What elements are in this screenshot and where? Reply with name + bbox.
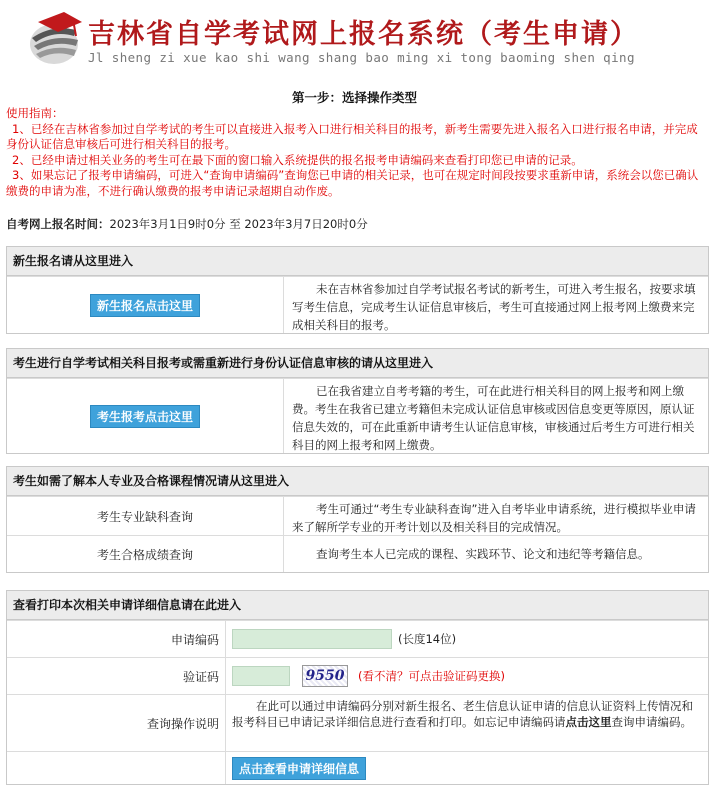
registration-time	[6, 216, 368, 232]
section-heading: 考生如需了解本人专业及合格课程情况请从这里进入	[7, 467, 708, 496]
registration-time-value: 2023年3月1日9时0分 至 2023年3月7日20时0分	[109, 217, 368, 231]
new-student-section	[6, 246, 709, 334]
view-details-button[interactable]: 点击查看申请详细信息	[232, 757, 366, 780]
new-student-desc: 未在吉林省参加过自学考试报名考试的新考生，可进入考生报名，按要求填写考生信息，完成考生认证信息审核后，考生可直接通过网上报考网上缴费来完成相关科目的报考。	[292, 282, 696, 332]
apply-button[interactable]: 考生报考点击这里	[90, 405, 200, 428]
guide-item: 2、已经申请过相关业务的考生可在最下面的窗口输入系统提供的报名报考申请编码来查看打印您已申请的记录。	[12, 152, 583, 167]
section-heading: 新生报名请从这里进入	[7, 247, 708, 276]
section-heading: 考生进行自学考试相关科目报考或需重新进行身份认证信息审核的请从这里进入	[7, 349, 708, 378]
captcha-label: 验证码	[7, 658, 226, 694]
registration-time-label: 自考网上报名时间：	[6, 217, 110, 231]
button-cell	[7, 379, 284, 453]
section-heading: 查看打印本次相关申请详细信息请在此进入	[7, 591, 708, 620]
step-title: 第一步：选择操作类型	[291, 90, 417, 105]
query-section	[6, 466, 709, 573]
apply-section	[6, 348, 709, 454]
passed-scores-query-link[interactable]: 考生合格成绩查询	[7, 536, 284, 572]
code-length-hint: (长度14位)	[398, 632, 457, 646]
forgot-code-link[interactable]: 点击这里	[565, 715, 612, 729]
note-text: 在此可以通过申请编码分别对新生报名、老生信息认证申请的信息认证资料上传情况和报考科目已申请记录详细信息进行查看和打印。如忘记申请编码请	[232, 699, 693, 729]
print-section	[6, 590, 709, 785]
usage-guide	[6, 106, 706, 199]
system-title-pinyin: Jl sheng zi xue kao shi wang shang bao ming xi tong baoming shen qing	[88, 50, 635, 65]
empty-label-cell	[7, 752, 226, 784]
new-student-button[interactable]: 新生报名点击这里	[90, 294, 200, 317]
apply-desc: 已在我省建立自考考籍的考生，可在此进行相关科目的网上报考和网上缴费。考生在我省已建立考籍但未完成认证信息审核或因信息变更等原因，原认证信息失效的，可在此重新申请考生认证信息审核，审核通过后考生方可进行相关科目的网上报考和网上缴费。	[292, 384, 695, 452]
button-cell	[7, 277, 284, 333]
captcha-image[interactable]: 9550	[302, 665, 348, 687]
guide-item: 1、已经在吉林省参加过自学考试的考生可以直接进入报考入口进行相关科目的报考，新考生需要先进入报名入口进行报名申请，并完成身份认证信息审核后可进行相关科目的报考。	[6, 121, 698, 151]
system-title: 吉林省自学考试网上报名系统（考生申请）	[88, 19, 639, 50]
query-instructions	[226, 695, 708, 751]
code-label: 申请编码	[7, 621, 226, 657]
captcha-refresh-link[interactable]: (看不清？可点击验证码更换)	[358, 669, 505, 683]
guide-heading: 使用指南：	[6, 106, 64, 120]
header	[0, 0, 709, 72]
missing-courses-query-link[interactable]: 考生专业缺科查询	[7, 497, 284, 535]
application-code-input[interactable]	[232, 629, 392, 649]
captcha-input[interactable]	[232, 666, 290, 686]
missing-courses-desc: 考生可通过“考生专业缺科查询”进入自考毕业申请系统，进行模拟毕业申请来了解所学专业的开考计划以及相关科目的完成情况。	[292, 502, 696, 534]
note-text-end: 查询申请编码。	[611, 715, 692, 729]
note-label: 查询操作说明	[7, 695, 226, 751]
system-logo-icon	[24, 10, 84, 68]
guide-item: 3、如果忘记了报考申请编码，可进入“查询申请编码”查询您已申请的相关记录，也可在规定时间段按要求重新申请，系统会以您已确认缴费的申请为准，不进行确认缴费的报考申请记录超期自动作废。	[6, 168, 699, 198]
passed-scores-desc: 查询考生本人已完成的课程、实践环节、论文和违纪等考籍信息。	[316, 547, 650, 561]
